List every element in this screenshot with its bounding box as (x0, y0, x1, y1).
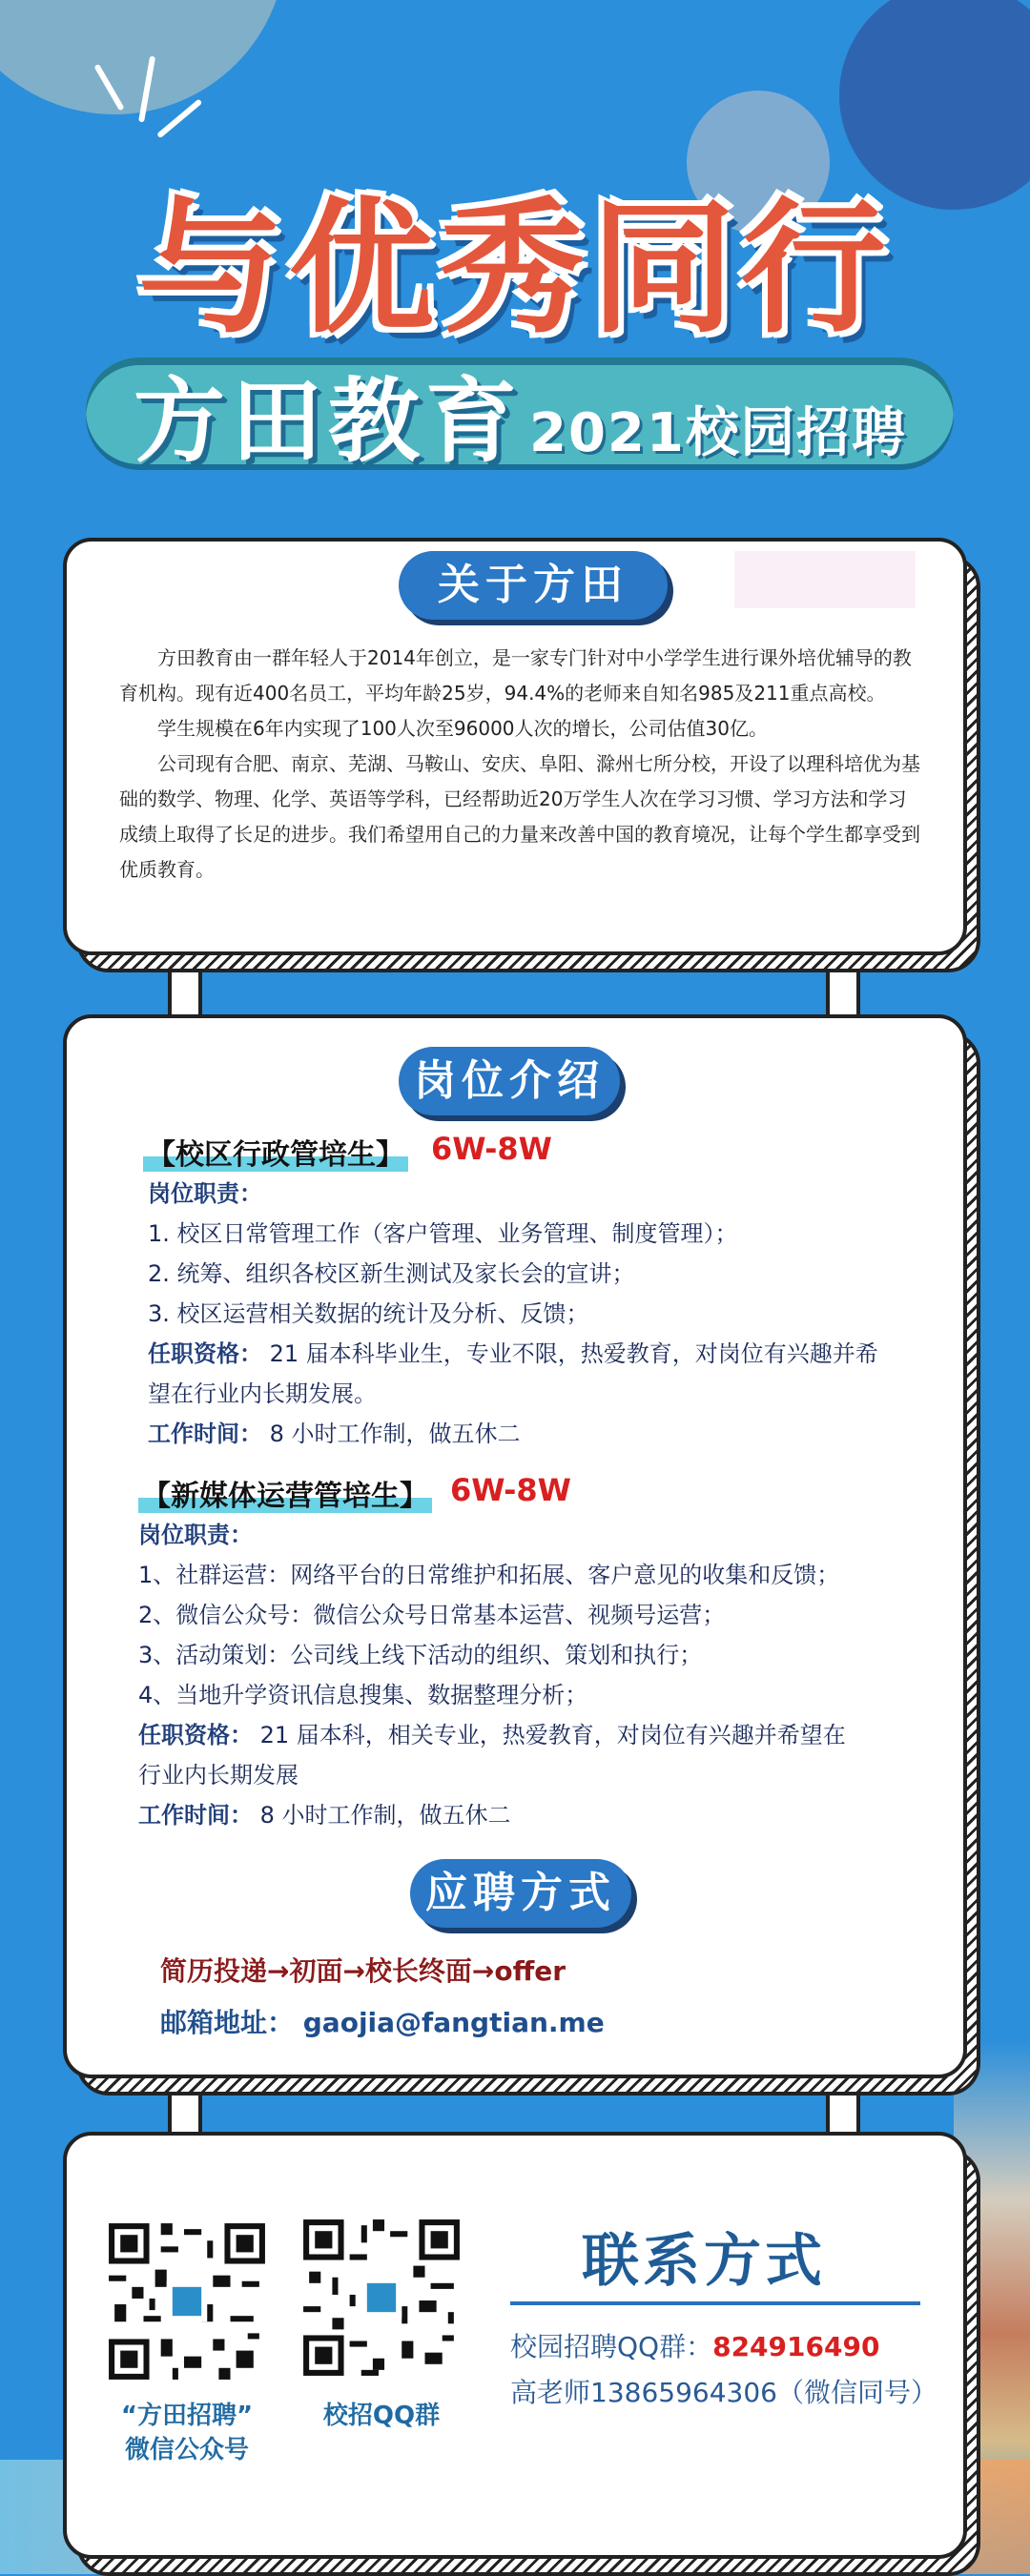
qr-icon (103, 2218, 271, 2385)
qq-group-line (510, 2326, 879, 2364)
pink-block (734, 551, 916, 608)
wechat-caption (82, 2399, 292, 2467)
time-label: 工作时间： (138, 1802, 253, 1829)
req-text: 21 届本科，相关专业，热爱教育，对岗位有兴趣并希望在 (259, 1722, 846, 1748)
about-title: 关于方田 (399, 551, 668, 620)
positions-title: 岗位介绍 (399, 1047, 620, 1115)
req-text: 21 届本科毕业生，专业不限，热爱教育，对岗位有兴趣并希 (269, 1340, 878, 1367)
duties-label: 岗位职责： (138, 1522, 253, 1548)
email-label: 邮箱地址： (160, 2007, 295, 2038)
wechat-qr-code (103, 2218, 271, 2385)
wechat-caption-line1: “方田招聘” (120, 2402, 254, 2430)
work-time (138, 1794, 511, 1836)
duty-item: 2. 统筹、组织各校区新生测试及家长会的宣讲； (148, 1260, 635, 1287)
work-time (148, 1413, 521, 1455)
req-text-cont: 望在行业内长期发展。 (148, 1380, 377, 1407)
job-title-text: 【新媒体运营管培生】 (138, 1480, 432, 1513)
duty-item: 3、活动策划：公司线上线下活动的组织、策划和执行； (138, 1642, 703, 1668)
requirements (148, 1333, 878, 1375)
brand-name: 方田教育 (134, 368, 523, 475)
duty-item: 2、微信公众号：微信公众号日常基本运营、视频号运营； (138, 1602, 726, 1628)
duties-label: 岗位职责： (148, 1180, 262, 1207)
req-label: 任职资格： (148, 1340, 262, 1367)
headline: 与优秀同行 (138, 182, 892, 353)
apply-process: 简历投递→初面→校长终面→offer (160, 1955, 566, 1987)
email-address[interactable]: gaojia@fangtian.me (302, 2007, 605, 2038)
apply-email (160, 2002, 605, 2040)
job-title (138, 1472, 432, 1514)
time-label: 工作时间： (148, 1421, 262, 1447)
teacher-line[interactable]: 高老师13865964306（微信同号） (510, 2377, 937, 2408)
about-paragraph: 公司现有合肥、南京、芜湖、马鞍山、安庆、阜阳、滁州七所分校，开设了以理科培优为基础的数学、物理、化学、英语等学科，已经帮助近20万学生人次在学习习惯、学习方法和学习成绩上取得了长足的进步。我们希望用自己的力量来改善中国的教育境况，让每个学生都享受到优质教育。 (119, 752, 920, 881)
job-title-text: 【校区行政管培生】 (143, 1138, 408, 1172)
about-paragraph: 方田教育由一群年轻人于2014年创立，是一家专门针对中小学学生进行课外培优辅导的教育机构。现有近400名员工，平均年龄25岁，94.4%的老师来自知名985及211重点高校。 (119, 646, 912, 705)
duty-item: 1. 校区日常管理工作（客户管理、业务管理、制度管理）； (148, 1220, 738, 1247)
req-text-cont: 行业内长期发展 (138, 1762, 299, 1789)
time-text: 8 小时工作制，做五休二 (269, 1421, 521, 1447)
duty-item: 3. 校区运营相关数据的统计及分析、反馈； (148, 1300, 589, 1327)
qq-number[interactable]: 824916490 (712, 2331, 880, 2362)
qq-qr-code (298, 2214, 465, 2382)
req-label: 任职资格： (138, 1722, 253, 1748)
job-salary: 6W-8W (431, 1131, 552, 1167)
wechat-caption-line2: 微信公众号 (124, 2436, 249, 2464)
time-text: 8 小时工作制，做五休二 (259, 1802, 511, 1829)
about-paragraph: 学生规模在6年内实现了100人次至96000人次的增长，公司估值30亿。 (157, 717, 768, 740)
banner-subtitle: 2021校园招聘 (529, 402, 907, 464)
about-text (119, 641, 920, 888)
job-title (143, 1131, 408, 1173)
duty-item: 4、当地升学资讯信息搜集、数据整理分析； (138, 1682, 588, 1708)
qq-label: 校园招聘QQ群： (510, 2331, 713, 2362)
requirements (138, 1714, 846, 1756)
qr-icon (298, 2214, 465, 2382)
contact-title: 联系方式 (582, 2228, 826, 2295)
duty-item: 1、社群运营：网络平台的日常维护和拓展、客户意见的收集和反馈； (138, 1562, 840, 1588)
job-salary: 6W-8W (450, 1472, 571, 1508)
qq-caption: 校招QQ群 (322, 2402, 441, 2430)
apply-title: 应聘方式 (410, 1859, 631, 1928)
divider (510, 2301, 920, 2305)
